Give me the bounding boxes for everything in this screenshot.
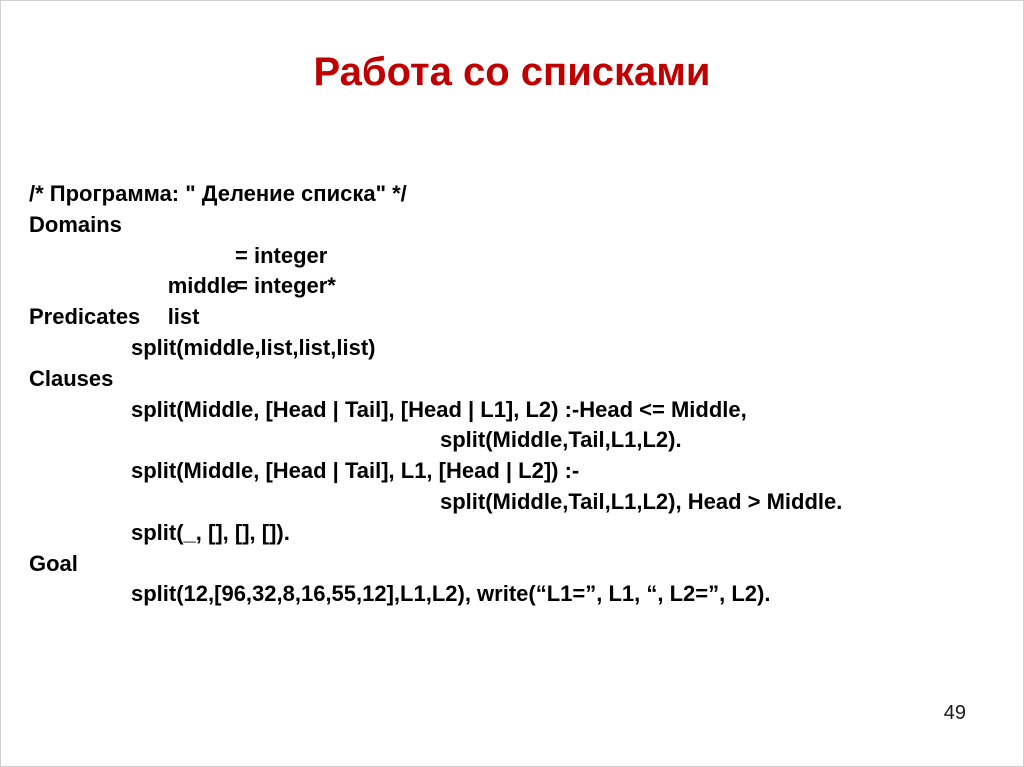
clause3: split(_, [], [], []). xyxy=(131,519,290,545)
domain-middle-line xyxy=(29,241,1009,299)
goal-statement: split(12,[96,32,8,16,55,12],L1,L2), write(“L1=”, L1, “, L2=”, L2). xyxy=(131,581,771,607)
clause1-body: split(Middle,Tail,L1,L2). xyxy=(440,427,682,453)
clause1-head: split(Middle, [Head | Tail], [Head | L1], L2) :-Head <= Middle, xyxy=(131,396,747,422)
domain-list-type: = integer* xyxy=(235,273,336,299)
clause2-head: split(Middle, [Head | Tail], L1, [Head | L2]) :- xyxy=(131,458,580,484)
predicate-split: split(middle,list,list,list) xyxy=(131,334,376,360)
code-block xyxy=(29,179,1009,610)
domain-middle-name: middle xyxy=(167,273,239,299)
domain-middle-type: = integer xyxy=(235,242,328,268)
slide-title: Работа со списками xyxy=(313,50,711,94)
code-comment: /* Программа: " Деление списка" */ xyxy=(29,181,407,206)
predicates-keyword: Predicates xyxy=(29,304,141,330)
domains-keyword: Domains xyxy=(29,211,122,237)
page-number: 49 xyxy=(943,702,966,724)
domain-list-name: list xyxy=(167,304,200,330)
goal-keyword: Goal xyxy=(29,550,78,576)
clauses-keyword: Clauses xyxy=(29,365,114,391)
clause2-body: split(Middle,Tail,L1,L2), Head > Middle. xyxy=(440,488,843,514)
